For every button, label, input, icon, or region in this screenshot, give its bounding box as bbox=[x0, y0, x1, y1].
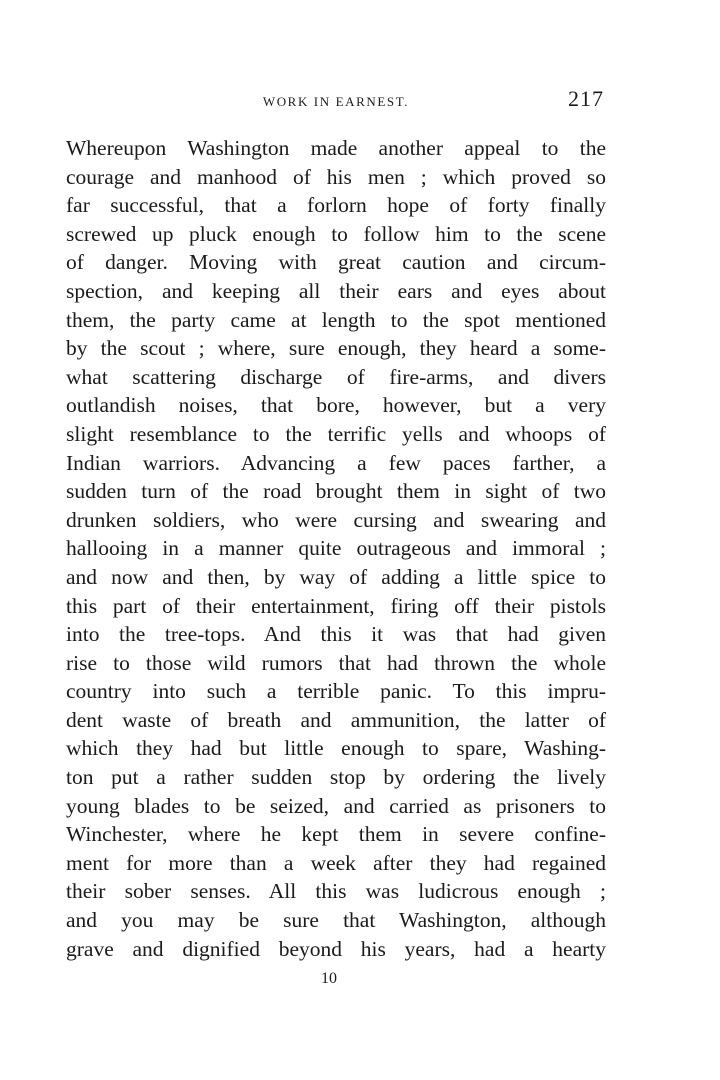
body-text bbox=[66, 134, 606, 963]
text-line: slight resemblance to the terrific yells and whoops of bbox=[66, 421, 606, 446]
text-line: of danger. Moving with great caution and circum- bbox=[66, 250, 606, 275]
text-line: drunken soldiers, who were cursing and swearing and bbox=[66, 507, 606, 532]
text-line: hallooing in a manner quite outrageous and immoral ; bbox=[66, 536, 606, 561]
text-line: their sober senses. All this was ludicrous enough ; bbox=[66, 879, 606, 904]
text-line: ton put a rather sudden stop by ordering the lively bbox=[66, 765, 606, 790]
text-line: and you may be sure that Washington, although bbox=[66, 908, 606, 933]
text-line: far successful, that a forlorn hope of forty finally bbox=[66, 193, 606, 218]
text-line: and now and then, by way of adding a little spice to bbox=[66, 564, 606, 589]
text-line: which they had but little enough to spare, Washing- bbox=[66, 736, 606, 761]
text-line: by the scout ; where, sure enough, they heard a some- bbox=[66, 336, 606, 361]
text-line: spection, and keeping all their ears and eyes about bbox=[66, 278, 606, 303]
text-line: Winchester, where he kept them in severe confine- bbox=[66, 822, 606, 847]
text-line: grave and dignified beyond his years, had a hearty bbox=[66, 936, 606, 961]
text-line: courage and manhood of his men ; which proved so bbox=[66, 164, 606, 189]
text-line: into the tree-tops. And this it was that had given bbox=[66, 622, 606, 647]
running-title: WORK IN EARNEST. bbox=[262, 94, 410, 109]
text-line: rise to those wild rumors that had thrown the whole bbox=[66, 650, 606, 675]
text-line: country into such a terrible panic. To this impru- bbox=[66, 679, 606, 704]
text-line: outlandish noises, that bore, however, but a very bbox=[66, 393, 606, 418]
text-line: dent waste of breath and ammunition, the latter of bbox=[66, 707, 606, 732]
text-line: this part of their entertainment, firing off their pistols bbox=[66, 593, 606, 618]
text-line: them, the party came at length to the spot mentioned bbox=[66, 307, 606, 332]
text-line: Indian warriors. Advancing a few paces farther, a bbox=[66, 450, 606, 475]
text-line: screwed up pluck enough to follow him to the scene bbox=[66, 221, 606, 246]
signature-mark: 10 bbox=[321, 970, 337, 987]
running-head bbox=[66, 86, 606, 116]
text-line: ment for more than a week after they had regained bbox=[66, 850, 606, 875]
text-line: sudden turn of the road brought them in sight of two bbox=[66, 479, 606, 504]
text-line: Whereupon Washington made another appeal to the bbox=[66, 136, 606, 160]
text-line: young blades to be seized, and carried as prisoners to bbox=[66, 793, 606, 818]
page-number: 217 bbox=[568, 86, 604, 111]
text-line: what scattering discharge of fire-arms, and divers bbox=[66, 364, 606, 389]
